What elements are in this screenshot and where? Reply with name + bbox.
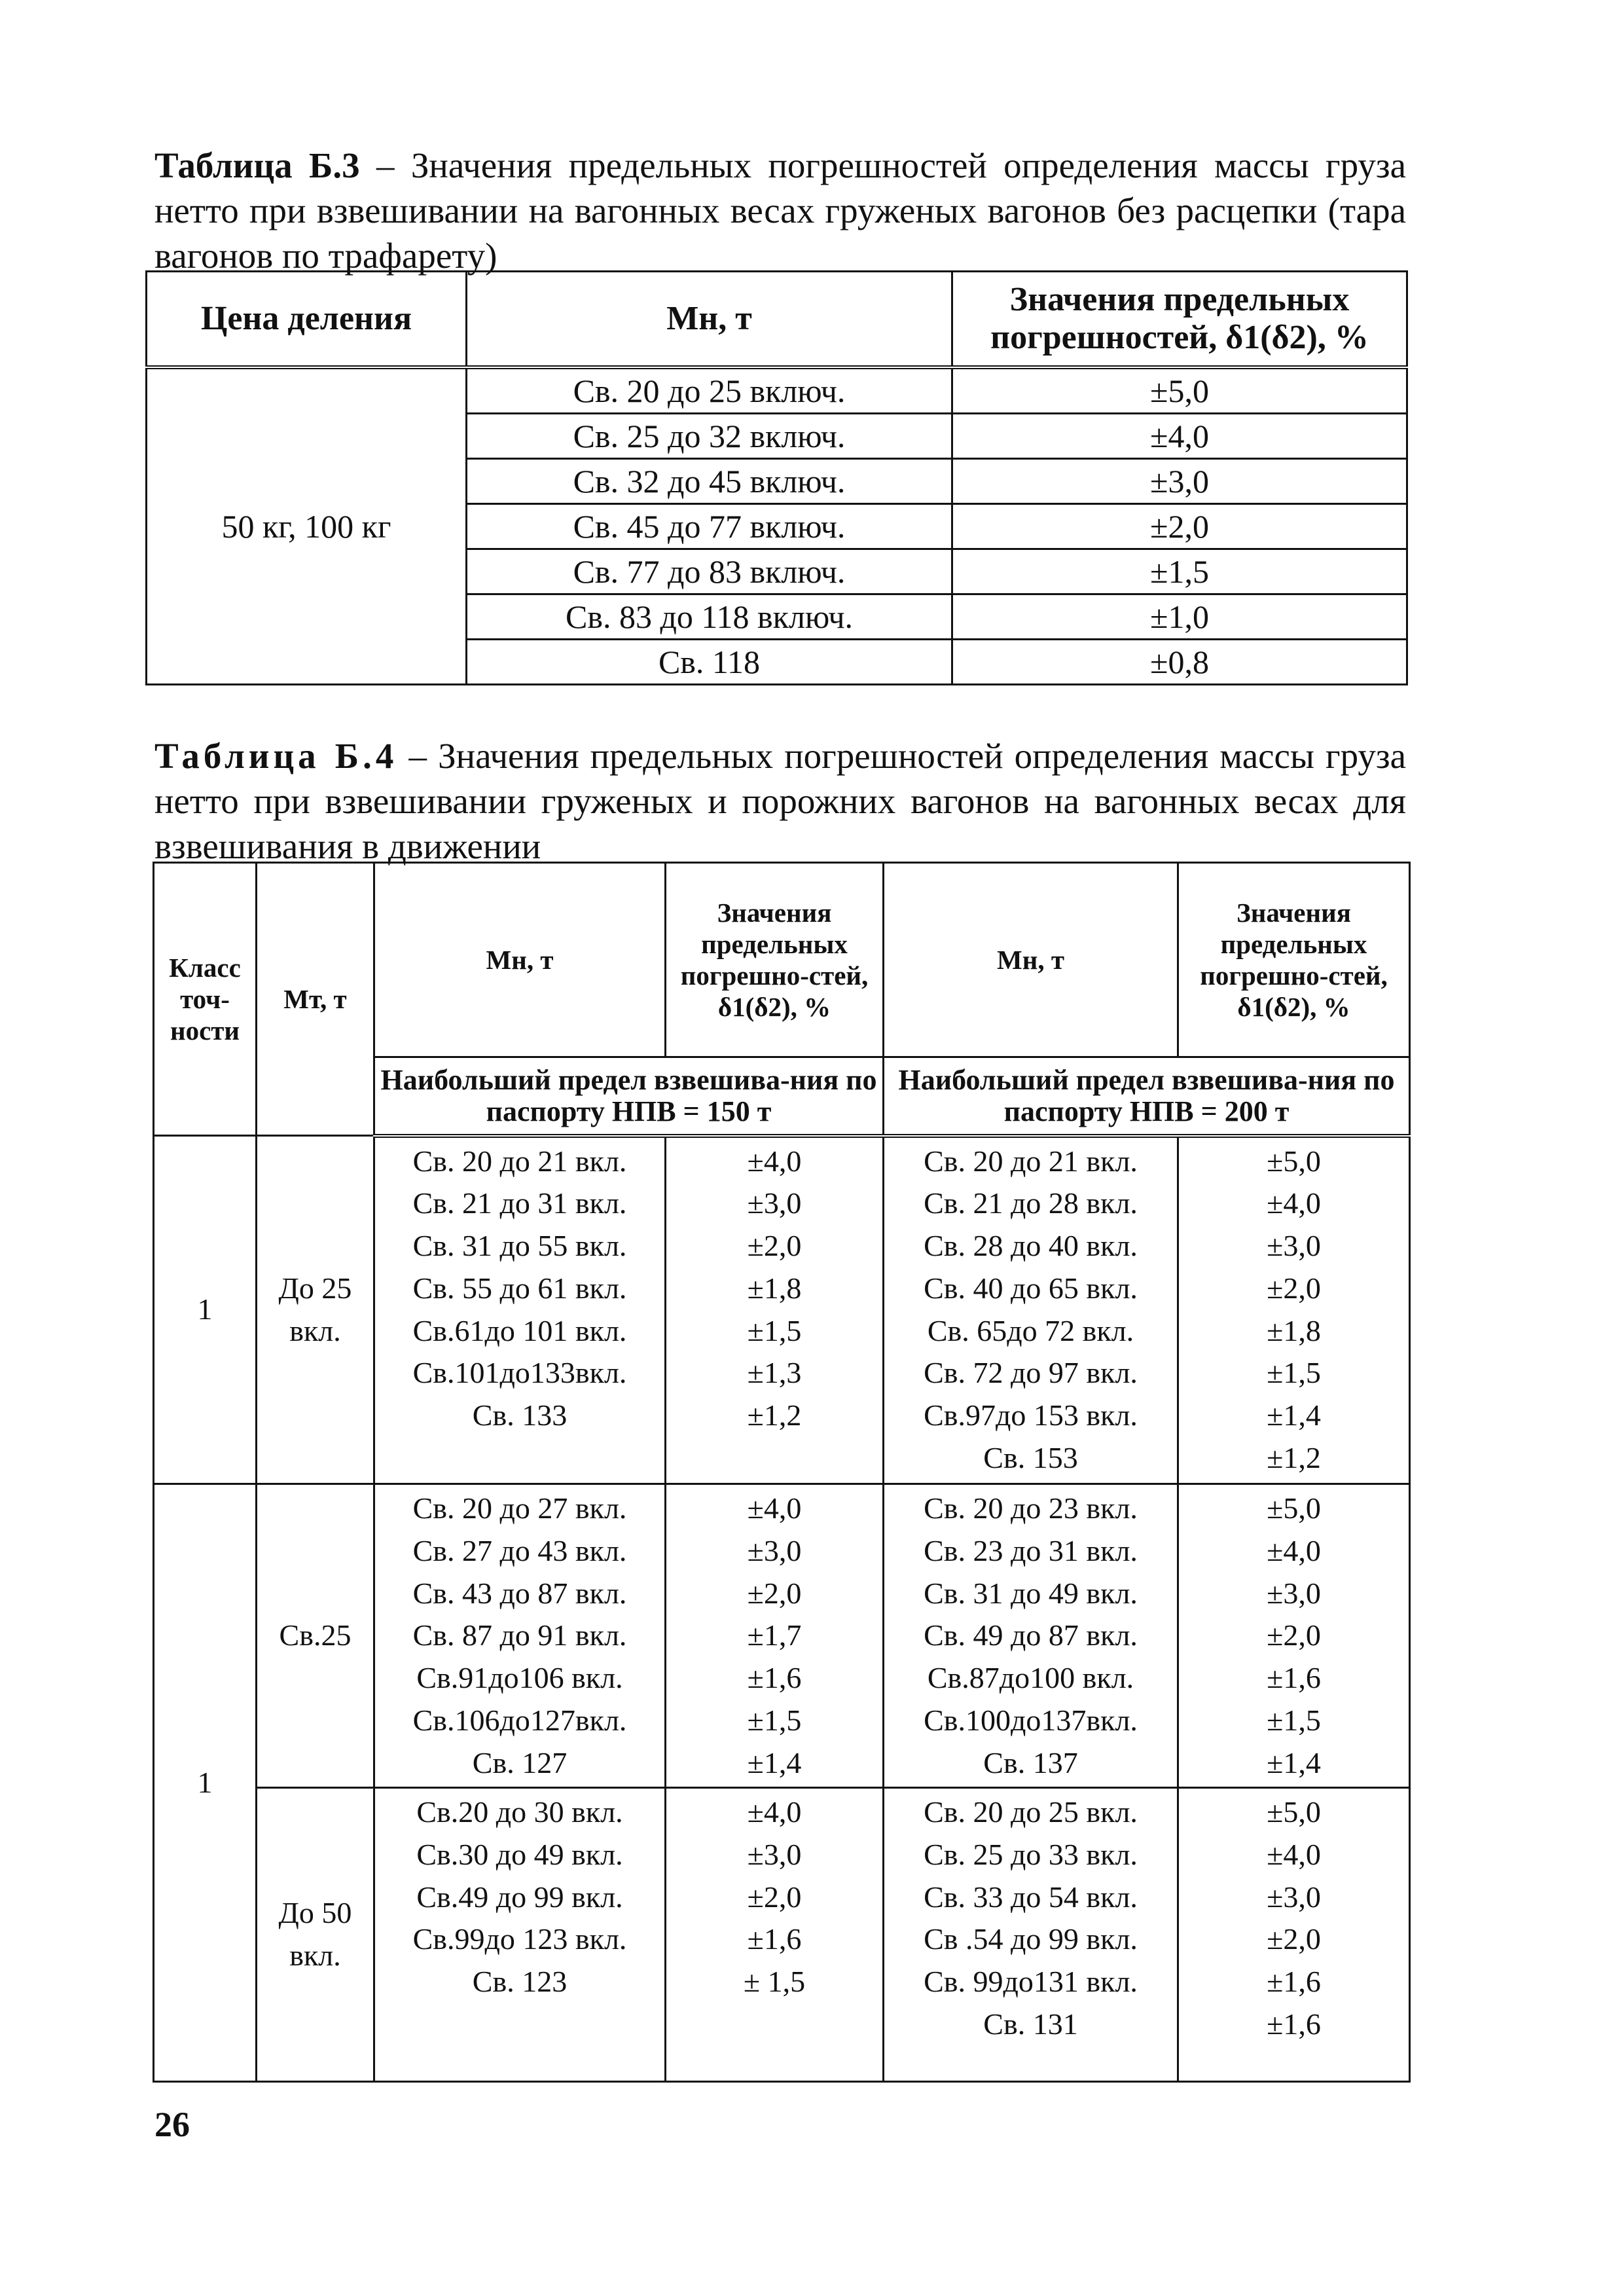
mass-cell: Св. 83 до 118 включ. [467,594,952,640]
mass-cell: Св. 45 до 77 включ. [467,504,952,549]
mass-200-cell [884,1484,1178,1788]
table-b4-caption-text: – Значения предельных погрешностей определения массы груза нетто при взвешивании груженых и порожних вагонов на вагонных весах для взвешивания в движении [154,736,1407,866]
tare-cell: До 25 вкл. [257,1136,374,1484]
mass-value: Св. 33 до 54 вкл. [924,1880,1138,1914]
tare-cell: До 50 вкл. [257,1788,374,2082]
error-value: ±1,5 [1267,1703,1321,1737]
mass-150-cell [374,1136,666,1484]
header-npv-150: Наибольший предел взвешива-ния по паспорту НПВ = 150 т [374,1057,884,1136]
error-value: ±1,7 [747,1618,802,1652]
table-b3-label: Таблица Б.3 [154,145,360,185]
error-value: ±1,3 [747,1356,802,1390]
table-b3 [145,270,1408,685]
header-class: Класс точ-ности [154,863,257,1136]
error-200-cell [1178,1788,1410,2082]
mass-value: Св. 20 до 21 вкл. [924,1144,1138,1178]
table-b3-caption-text: – Значения предельных погрешностей определения массы груза нетто при взвешивании на вагонных весах груженых вагонов без расцепки (тара вагонов по трафарету) [154,145,1407,276]
table-header-row [154,863,1410,1057]
mass-value: Св.101до133вкл. [412,1356,627,1390]
mass-value: Св. 40 до 65 вкл. [924,1271,1138,1305]
error-value: ±1,6 [1267,2007,1321,2041]
mass-value: Св.61до 101 вкл. [412,1313,627,1347]
error-value: ±1,4 [747,1745,802,1779]
mass-value: Св. 20 до 23 вкл. [924,1491,1138,1525]
error-150-cell [666,1484,884,1788]
class-cell: 1 [154,1136,257,1484]
mass-value: Св. 55 до 61 вкл. [412,1271,627,1305]
table-row [154,1136,1410,1484]
mass-value: Св. 43 до 87 вкл. [412,1576,627,1610]
class-cell: 1 [154,1484,257,2082]
price-cell: 50 кг, 100 кг [147,367,467,685]
table-b3-caption [154,143,1406,278]
error-value: ±2,0 [1267,1271,1321,1305]
table-b4 [153,862,1411,2083]
error-cell: ±5,0 [952,367,1407,414]
table-row [147,367,1407,414]
table-b4-label: Таблица Б.4 [154,736,398,776]
mass-value: Св .54 до 99 вкл. [924,1922,1138,1956]
mass-value: Св. 87 до 91 вкл. [412,1618,627,1652]
mass-cell: Св. 32 до 45 включ. [467,459,952,504]
mass-value: Св. 27 до 43 вкл. [412,1533,627,1567]
mass-200-cell [884,1136,1178,1484]
table-header-row [147,272,1407,368]
error-value: ±1,6 [1267,1965,1321,1999]
error-cell: ±4,0 [952,414,1407,459]
mass-cell: Св. 25 до 32 включ. [467,414,952,459]
error-value: ±4,0 [1267,1186,1321,1220]
mass-value: Св.106до127вкл. [412,1703,627,1737]
mass-cell: Св. 20 до 25 включ. [467,367,952,414]
mass-value: Св. 99до131 вкл. [924,1965,1138,1999]
mass-value: Св.30 до 49 вкл. [416,1837,623,1871]
mass-value: Св.99до 123 вкл. [412,1922,627,1956]
mass-value: Св. 31 до 55 вкл. [412,1229,627,1263]
error-value: ±4,0 [747,1144,802,1178]
error-value: ±2,0 [1267,1618,1321,1652]
header-price: Цена деления [147,272,467,368]
mass-value: Св. 153 [983,1441,1078,1475]
error-value: ±3,0 [1267,1576,1321,1610]
error-value: ±1,4 [1267,1745,1321,1779]
mass-value: Св. 20 до 21 вкл. [412,1144,627,1178]
mass-value: Св. 31 до 49 вкл. [924,1576,1138,1610]
error-value: ±1,5 [747,1703,802,1737]
error-value: ±3,0 [747,1533,802,1567]
error-value: ±1,6 [1267,1661,1321,1695]
mass-cell: Св. 118 [467,640,952,685]
header-error: Значения предельных погрешностей, δ1(δ2), % [952,272,1407,368]
mass-150-cell [374,1788,666,2082]
error-value: ±3,0 [1267,1229,1321,1263]
error-cell: ±0,8 [952,640,1407,685]
error-value: ±1,5 [1267,1356,1321,1390]
header-mass-150: Мн, т [374,863,666,1057]
table-row [154,1788,1410,2082]
error-cell: ±2,0 [952,504,1407,549]
error-value: ±3,0 [747,1837,802,1871]
error-value: ±1,6 [747,1661,802,1695]
mass-value: Св. 20 до 27 вкл. [412,1491,627,1525]
mass-value: Св.100до137вкл. [924,1703,1138,1737]
error-value: ±2,0 [747,1229,802,1263]
mass-value: Св. 65до 72 вкл. [927,1313,1134,1347]
error-value: ±3,0 [747,1186,802,1220]
error-value: ±5,0 [1267,1491,1321,1525]
error-value: ± 1,5 [743,1965,806,1999]
mass-value: Св. 123 [472,1965,568,1999]
header-error-200: Значения предельных погрешно-стей, δ1(δ2), % [1178,863,1410,1057]
error-value: ±5,0 [1267,1144,1321,1178]
mass-value: Св. 21 до 28 вкл. [924,1186,1138,1220]
error-value: ±1,2 [747,1398,802,1432]
error-value: ±4,0 [747,1795,802,1829]
mass-value: Св. 72 до 97 вкл. [924,1356,1138,1390]
error-150-cell [666,1136,884,1484]
mass-value: Св.97до 153 вкл. [924,1398,1138,1432]
mass-cell: Св. 77 до 83 включ. [467,549,952,594]
mass-value: Св. 23 до 31 вкл. [924,1533,1138,1567]
mass-value: Св. 49 до 87 вкл. [924,1618,1138,1652]
tare-cell: Св.25 [257,1484,374,1788]
header-mass-200: Мн, т [884,863,1178,1057]
error-value: ±1,8 [747,1271,802,1305]
page-number: 26 [154,2105,190,2144]
mass-value: Св.49 до 99 вкл. [416,1880,623,1914]
table-row [154,1484,1410,1788]
error-value: ±1,2 [1267,1441,1321,1475]
error-value: ±1,6 [747,1922,802,1956]
error-value: ±2,0 [1267,1922,1321,1956]
mass-200-cell [884,1788,1178,2082]
header-tare: Мт, т [257,863,374,1136]
mass-value: Св. 127 [472,1745,568,1779]
error-value: ±4,0 [1267,1837,1321,1871]
error-150-cell [666,1788,884,2082]
mass-150-cell [374,1484,666,1788]
error-value: ±4,0 [1267,1533,1321,1567]
error-value: ±5,0 [1267,1795,1321,1829]
mass-value: Св. 20 до 25 вкл. [924,1795,1138,1829]
error-cell: ±1,5 [952,549,1407,594]
mass-value: Св. 133 [472,1398,568,1432]
mass-value: Св. 131 [983,2007,1078,2041]
header-error-150: Значения предельных погрешно-стей, δ1(δ2), % [666,863,884,1057]
error-value: ±4,0 [747,1491,802,1525]
mass-value: Св. 25 до 33 вкл. [924,1837,1138,1871]
error-cell: ±3,0 [952,459,1407,504]
mass-value: Св.91до106 вкл. [416,1661,623,1695]
mass-value: Св.87до100 вкл. [927,1661,1134,1695]
error-value: ±1,8 [1267,1313,1321,1347]
mass-value: Св.20 до 30 вкл. [416,1795,623,1829]
error-cell: ±1,0 [952,594,1407,640]
error-value: ±1,5 [747,1313,802,1347]
mass-value: Св. 137 [983,1745,1078,1779]
error-value: ±1,4 [1267,1398,1321,1432]
error-value: ±2,0 [747,1880,802,1914]
mass-value: Св. 21 до 31 вкл. [412,1186,627,1220]
error-200-cell [1178,1484,1410,1788]
header-npv-200: Наибольший предел взвешива-ния по паспорту НПВ = 200 т [884,1057,1410,1136]
error-value: ±3,0 [1267,1880,1321,1914]
mass-value: Св. 28 до 40 вкл. [924,1229,1138,1263]
table-b4-caption [154,733,1406,869]
error-200-cell [1178,1136,1410,1484]
error-value: ±2,0 [747,1576,802,1610]
header-mass: Мн, т [467,272,952,368]
